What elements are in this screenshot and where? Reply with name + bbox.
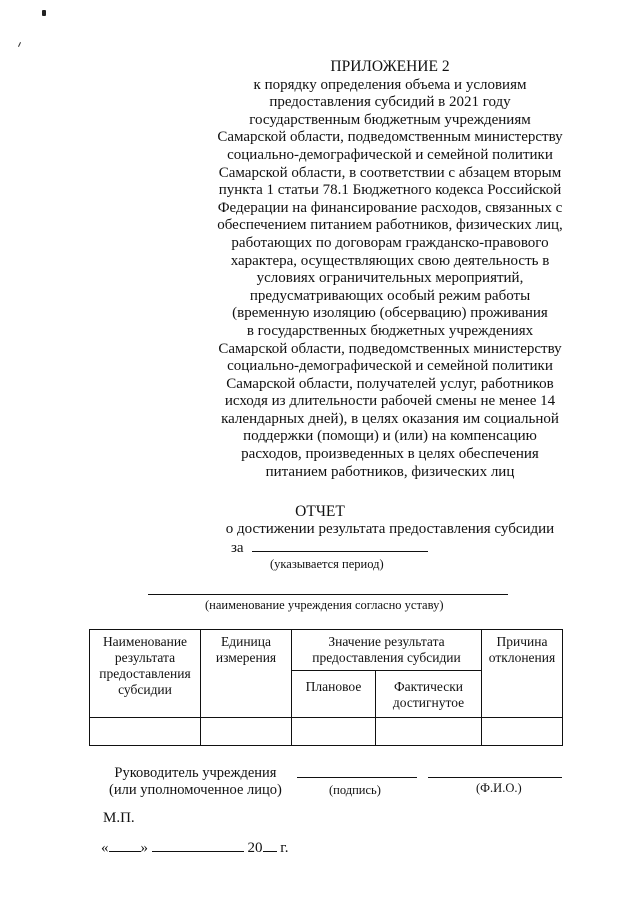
appendix-text-line: исходя из длительности рабочей смены не менее 14 bbox=[224, 393, 556, 410]
date-close-quote: » bbox=[140, 840, 148, 856]
year-suffix: г. bbox=[280, 840, 289, 856]
header-planned: Плановое bbox=[292, 671, 376, 718]
appendix-text-line: Самарской области, подведомственных министерству bbox=[218, 340, 562, 357]
signatory-label bbox=[109, 765, 282, 799]
appendix-text-line: социально-демографической и семейной политики bbox=[227, 146, 553, 163]
appendix-text-line: питанием работников, физических лиц bbox=[265, 463, 515, 480]
header-actual: Фактически достигнутое bbox=[376, 671, 482, 718]
table-cell[interactable] bbox=[292, 718, 376, 746]
header-unit: Единица измерения bbox=[201, 630, 292, 718]
appendix-text-line: работающих по договорам гражданско-правового bbox=[231, 234, 549, 251]
signatory-label-line2: (или уполномоченное лицо) bbox=[109, 782, 282, 798]
header-result-value: Значение результата предоставления субсидии bbox=[292, 630, 482, 671]
year-input-line[interactable] bbox=[263, 838, 277, 852]
scan-mark-tick bbox=[18, 42, 21, 47]
full-name-input-line[interactable] bbox=[428, 777, 562, 778]
report-title: ОТЧЕТ bbox=[295, 503, 345, 520]
period-row bbox=[231, 538, 428, 557]
period-input-line[interactable] bbox=[252, 538, 428, 552]
table-cell[interactable] bbox=[482, 718, 563, 746]
scan-mark-dot bbox=[42, 10, 46, 16]
table-row bbox=[90, 718, 563, 746]
appendix-text-line: условиях ограничительных мероприятий, bbox=[256, 270, 524, 287]
month-input-line[interactable] bbox=[152, 838, 244, 852]
stamp-place: М.П. bbox=[103, 810, 135, 826]
appendix-header bbox=[190, 58, 590, 481]
header-deviation-reason: Причина отклонения bbox=[482, 630, 563, 718]
header-result-name: Наименование результата предоставления субсидии bbox=[90, 630, 201, 718]
table-cell[interactable] bbox=[90, 718, 201, 746]
appendix-text-line: (временную изоляцию (обсервацию) проживания bbox=[232, 305, 548, 322]
institution-input-line[interactable] bbox=[148, 594, 508, 595]
appendix-text-line: Федерации на финансирование расходов, связанных с bbox=[217, 199, 563, 216]
appendix-text-line: предусматривающих особый режим работы bbox=[249, 287, 531, 304]
appendix-text-line: социально-демографической и семейной политики bbox=[227, 358, 553, 375]
appendix-text-line: характера, осуществляющих свою деятельность в bbox=[230, 252, 550, 269]
signature-input-line[interactable] bbox=[297, 777, 417, 778]
appendix-text bbox=[190, 77, 590, 482]
appendix-text-line: Самарской области, получателей услуг, работников bbox=[226, 375, 554, 392]
results-table bbox=[89, 629, 563, 746]
full-name-caption: (Ф.И.О.) bbox=[476, 781, 522, 795]
signatory-label-line1: Руководитель учреждения bbox=[114, 765, 277, 781]
appendix-text-line: к порядку определения объема и условиям bbox=[253, 76, 527, 93]
appendix-text-line: пункта 1 статьи 78.1 Бюджетного кодекса Российской bbox=[218, 182, 562, 199]
table-cell[interactable] bbox=[201, 718, 292, 746]
date-row bbox=[101, 838, 288, 857]
appendix-text-line: в государственных бюджетных учреждениях bbox=[246, 322, 534, 339]
appendix-text-line: обеспечением питанием работников, физических лиц, bbox=[217, 217, 563, 234]
year-prefix: 20 bbox=[247, 840, 263, 856]
appendix-text-line: государственным бюджетным учреждениям bbox=[249, 111, 531, 128]
date-open-quote: « bbox=[101, 840, 109, 856]
appendix-text-line: предоставления субсидий в 2021 году bbox=[269, 94, 511, 111]
signature-caption: (подпись) bbox=[329, 783, 381, 797]
period-prefix: за bbox=[231, 540, 244, 556]
report-subtitle: о достижении результата предоставления субсидии bbox=[225, 521, 555, 537]
institution-caption: (наименование учреждения согласно уставу) bbox=[205, 598, 444, 612]
table-cell[interactable] bbox=[376, 718, 482, 746]
appendix-text-line: расходов, произведенных в целях обеспечения bbox=[241, 446, 539, 463]
appendix-text-line: Самарской области, в соответствии с абзацем вторым bbox=[218, 164, 562, 181]
period-caption: (указывается период) bbox=[270, 557, 384, 571]
appendix-text-line: календарных дней), в целях оказания им социальной bbox=[221, 410, 559, 427]
appendix-title: ПРИЛОЖЕНИЕ 2 bbox=[330, 58, 450, 75]
appendix-text-line: поддержки (помощи) и (или) на компенсацию bbox=[243, 428, 537, 445]
day-input-line[interactable] bbox=[109, 838, 141, 852]
appendix-text-line: Самарской области, подведомственным министерству bbox=[217, 129, 563, 146]
